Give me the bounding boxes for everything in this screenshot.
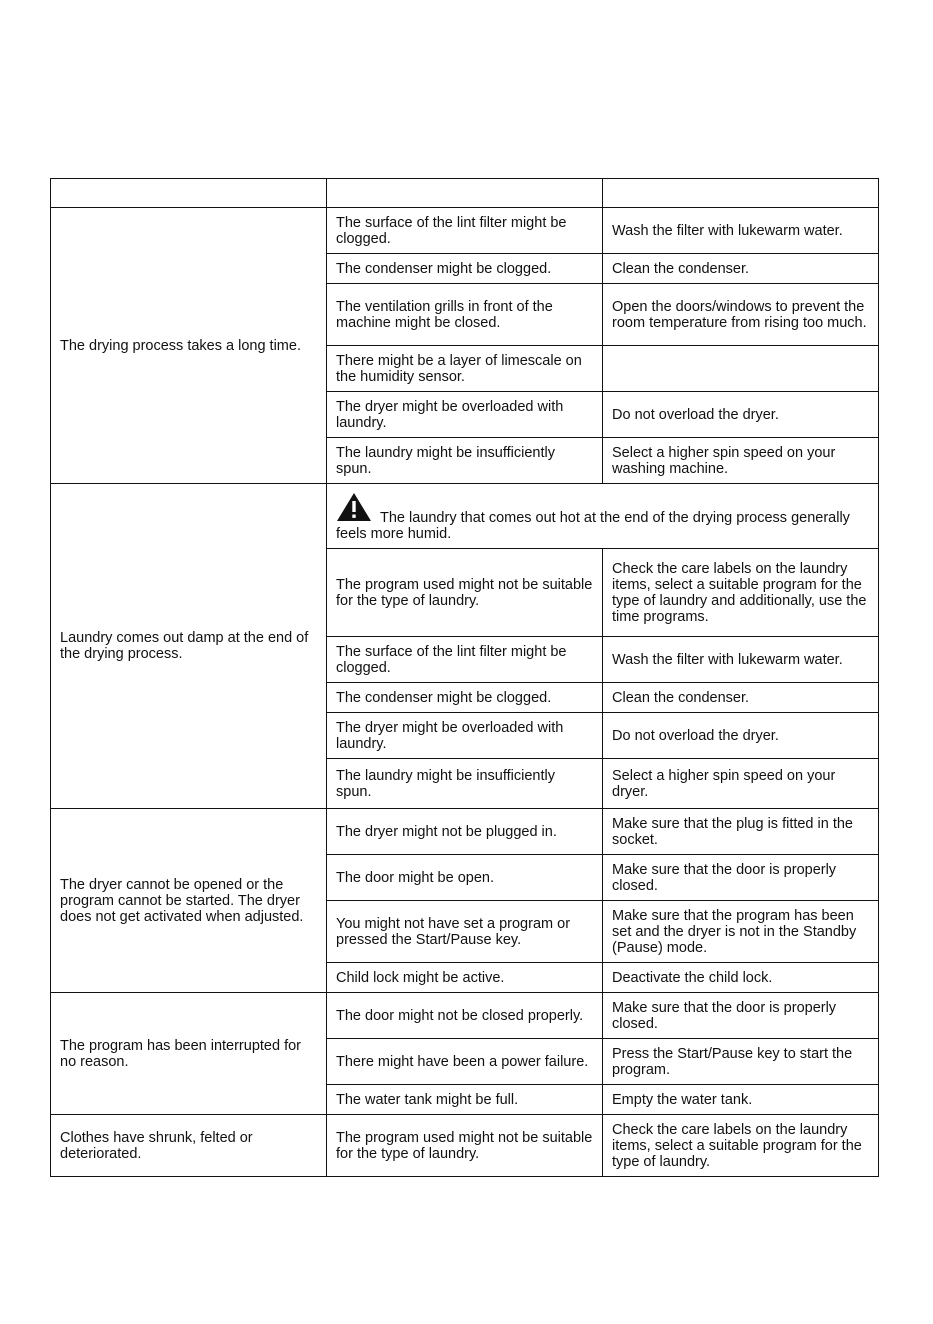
cause-cell: The surface of the lint filter might be clogged. (327, 208, 603, 254)
problem-cell: Laundry comes out damp at the end of the drying process. (51, 484, 327, 809)
problem-cell: The dryer cannot be opened or the program cannot be started. The dryer does not get activated when adjusted. (51, 809, 327, 993)
solution-cell: Open the doors/windows to prevent the room temperature from rising too much. (603, 284, 879, 346)
solution-cell: Make sure that the program has been set and the dryer is not in the Standby (Pause) mode. (603, 901, 879, 963)
cause-cell: The dryer might be overloaded with laundry. (327, 713, 603, 759)
cause-cell: The water tank might be full. (327, 1085, 603, 1115)
troubleshooting-table (50, 178, 879, 1177)
cause-cell: There might have been a power failure. (327, 1039, 603, 1085)
solution-cell: Deactivate the child lock. (603, 963, 879, 993)
solution-cell: Make sure that the door is properly closed. (603, 993, 879, 1039)
cause-cell: There might be a layer of limescale on the humidity sensor. (327, 346, 603, 392)
solution-cell (603, 346, 879, 392)
cause-cell: The program used might not be suitable for the type of laundry. (327, 549, 603, 637)
solution-cell: Clean the condenser. (603, 683, 879, 713)
solution-cell: Check the care labels on the laundry items, select a suitable program for the type of laundry and additionally, use the time programs. (603, 549, 879, 637)
problem-cell: Clothes have shrunk, felted or deteriorated. (51, 1115, 327, 1177)
cause-cell: The ventilation grills in front of the machine might be closed. (327, 284, 603, 346)
table-row (51, 1115, 879, 1177)
problem-cell: The drying process takes a long time. (51, 208, 327, 484)
cause-cell: The program used might not be suitable for the type of laundry. (327, 1115, 603, 1177)
solution-cell: Empty the water tank. (603, 1085, 879, 1115)
table-header-row (51, 179, 879, 208)
warning-triangle-icon (336, 492, 372, 526)
cause-cell: Child lock might be active. (327, 963, 603, 993)
header-cause (327, 179, 603, 208)
cause-cell: The condenser might be clogged. (327, 254, 603, 284)
warning-text: The laundry that comes out hot at the end of the drying process generally feels more humid. (336, 510, 850, 542)
header-problem (51, 179, 327, 208)
table-row (51, 208, 879, 254)
cause-cell: The laundry might be insufficiently spun. (327, 438, 603, 484)
solution-cell: Select a higher spin speed on your washing machine. (603, 438, 879, 484)
solution-cell: Wash the filter with lukewarm water. (603, 208, 879, 254)
cause-cell: The dryer might be overloaded with laundry. (327, 392, 603, 438)
solution-cell: Wash the filter with lukewarm water. (603, 637, 879, 683)
cause-cell: The surface of the lint filter might be clogged. (327, 637, 603, 683)
warning-note (327, 484, 879, 549)
solution-cell: Select a higher spin speed on your dryer. (603, 759, 879, 809)
header-solution (603, 179, 879, 208)
solution-cell: Check the care labels on the laundry items, select a suitable program for the type of laundry. (603, 1115, 879, 1177)
table-row (51, 809, 879, 855)
solution-cell: Do not overload the dryer. (603, 392, 879, 438)
cause-cell: The laundry might be insufficiently spun. (327, 759, 603, 809)
solution-cell: Do not overload the dryer. (603, 713, 879, 759)
cause-cell: The door might not be closed properly. (327, 993, 603, 1039)
table-row (51, 484, 879, 549)
cause-cell: You might not have set a program or pressed the Start/Pause key. (327, 901, 603, 963)
cause-cell: The dryer might not be plugged in. (327, 809, 603, 855)
solution-cell: Clean the condenser. (603, 254, 879, 284)
solution-cell: Press the Start/Pause key to start the program. (603, 1039, 879, 1085)
solution-cell: Make sure that the plug is fitted in the socket. (603, 809, 879, 855)
cause-cell: The door might be open. (327, 855, 603, 901)
solution-cell: Make sure that the door is properly closed. (603, 855, 879, 901)
cause-cell: The condenser might be clogged. (327, 683, 603, 713)
table-row (51, 993, 879, 1039)
problem-cell: The program has been interrupted for no reason. (51, 993, 327, 1115)
